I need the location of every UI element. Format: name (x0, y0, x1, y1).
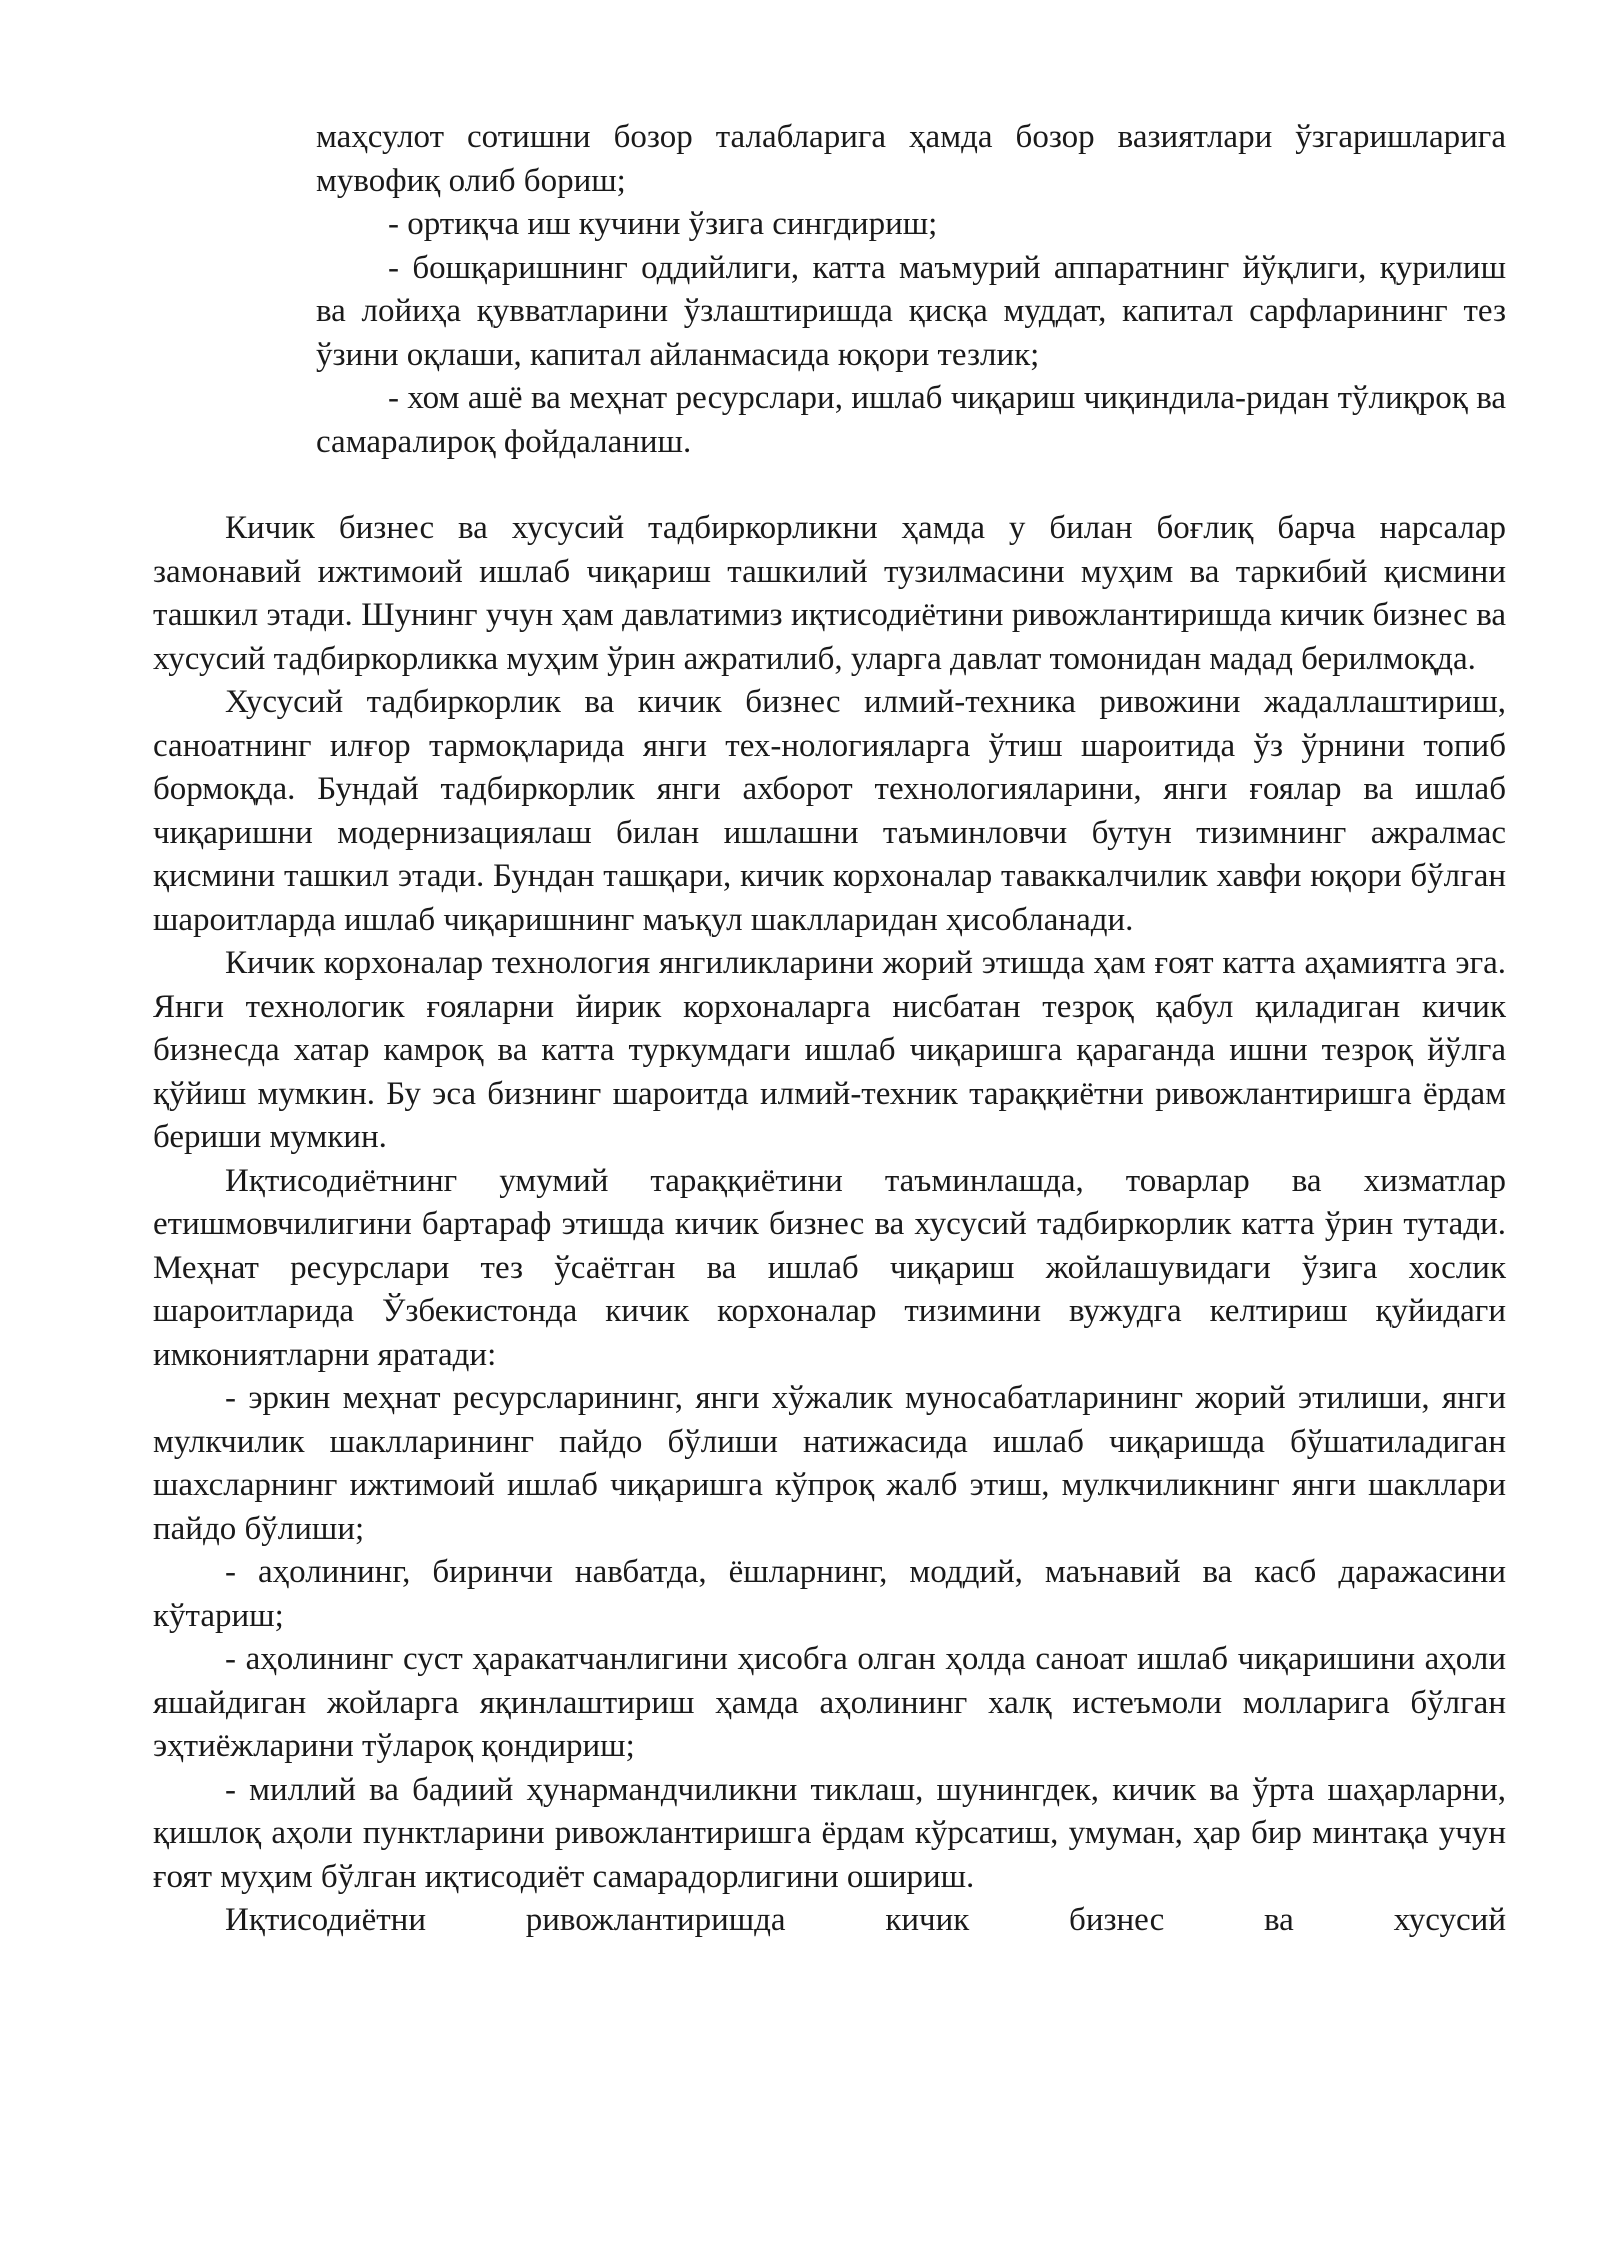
list-item-crafts-revival: - миллий ва бадиий ҳунармандчиликни тиклаш, шунингдек, кичик ва ўрта шаҳарларни, қишлоқ аҳоли пунктларини ривожлантиришга ёрдам кўрсатиш, умуман, ҳар бир минтақа учун ғоят муҳим бўлган иқтисодиёт самарадорлигини ошириш. (153, 1771, 1506, 1895)
paragraph-closing-fragment: Иқтисодиётни ривожлантиришда кичик бизнес ва хусусий (225, 1902, 1506, 1938)
list-item-population-level: - аҳолининг, биринчи навбатда, ёшларнинг, моддий, маънавий ва касб даражасини кўтариш; (153, 1554, 1506, 1634)
paragraph-small-business-role: Кичик бизнес ва хусусий тадбиркорликни ҳамда у билан боғлиқ барча нарсалар замонавий ижтимоий ишлаб чиқариш ташкилий тузилмасини муҳим ва таркибий қисмини ташкил этади. Шунинг учун ҳам давлатимиз иқтисодиётини ривожлантиришда кичик бизнес ва хусусий тадбиркорликка муҳим ўрин ажратилиб, уларга давлат томонидан мадад берилмоқда. (153, 510, 1506, 677)
list-item-labor-resources: - эркин меҳнат ресурсларининг, янги хўжалик муносабатларининг жорий этилиши, янги мулкчилик шаклларининг пайдо бўлиши натижасида ишлаб чиқаришда бўшатиладиган шахсларнинг ижтимоий ишлаб чиқаришга кўпроқ жалб этиш, мулкчиликнинг янги шакллари пайдо бўлиши; (153, 1380, 1506, 1547)
list-item-resource-use: - хом ашё ва меҳнат ресурслари, ишлаб чиқариш чиқиндила-ридан тўлиқроқ ва самаралироқ фойдаланиш. (316, 380, 1506, 460)
list-item-excess-labor: - ортиқча иш кучини ўзига сингдириш; (388, 206, 938, 242)
indented-list-block (316, 116, 1506, 464)
list-item-industrial-placement: - аҳолининг суст ҳаракатчанлигини ҳисобга олган ҳолда саноат ишлаб чиқаришини аҳоли яшайдиган жойларга яқинлаштириш ҳамда аҳолининг халқ истеъмоли молларига бўлган эҳтиёжларини тўлароқ қондириш; (153, 1641, 1506, 1764)
paragraph-technology-progress: Хусусий тадбиркорлик ва кичик бизнес илмий-техника ривожини жадаллаштириш, саноатнинг илғор тармоқларида янги тех-нологияларга ўтиш шароитида ўз ўрнини топиб бормоқда. Бундай тадбиркорлик янги ахборот технологияларини, янги ғоялар ва ишлаб чиқаришни модернизациялаш билан ишлашни таъминловчи бутун тизимнинг ажралмас қисмини ташкил этади. Бундан ташқари, кичик корхоналар таваккалчилик хавфи юқори бўлган шароитларда ишлаб чиқаришнинг маъқул шаклларидан ҳисобланади. (153, 684, 1506, 938)
paragraph-economic-development: Иқтисодиётнинг умумий тараққиётини таъминлашда, товарлар ва хизматлар етишмовчилигини бартараф этишда кичик бизнес ва хусусий тадбиркорлик катта ўрин тутади. Меҳнат ресурслари тез ўсаётган ва ишлаб чиқариш жойлашувидаги ўзига хослик шароитларида Ўзбекистонда кичик корхоналар тизимини вужудга келтириш қуйидаги имкониятларни яратади: (153, 1162, 1506, 1373)
paragraph-innovation-adoption: Кичик корхоналар технология янгиликларини жорий этишда ҳам ғоят катта аҳамиятга эга. Янги технологик ғояларни йирик корхоналарга нисбатан тезроқ қабул қиладиган кичик бизнесда хатар камроқ ва катта туркумдаги ишлаб чиқаришга қараганда ишни тезроқ йўлга қўйиш мумкин. Бу эса бизнинг шароитда илмий-техник тараққиётни ривожлантиришга ёрдам бериши мумкин. (153, 945, 1506, 1155)
body-text (153, 507, 1506, 1943)
list-continuation: маҳсулот сотишни бозор талабларига ҳамда бозор вазиятлари ўзгаришларига мувофиқ олиб бориш; (316, 119, 1506, 199)
list-item-management-simplicity: - бошқаришнинг оддийлиги, катта маъмурий аппаратнинг йўқлиги, қурилиш ва лойиҳа қувватларини ўзлаштиришда қисқа муддат, капитал сарфларининг тез ўзини оқлаши, капитал айланмасида юқори тезлик; (316, 249, 1506, 373)
